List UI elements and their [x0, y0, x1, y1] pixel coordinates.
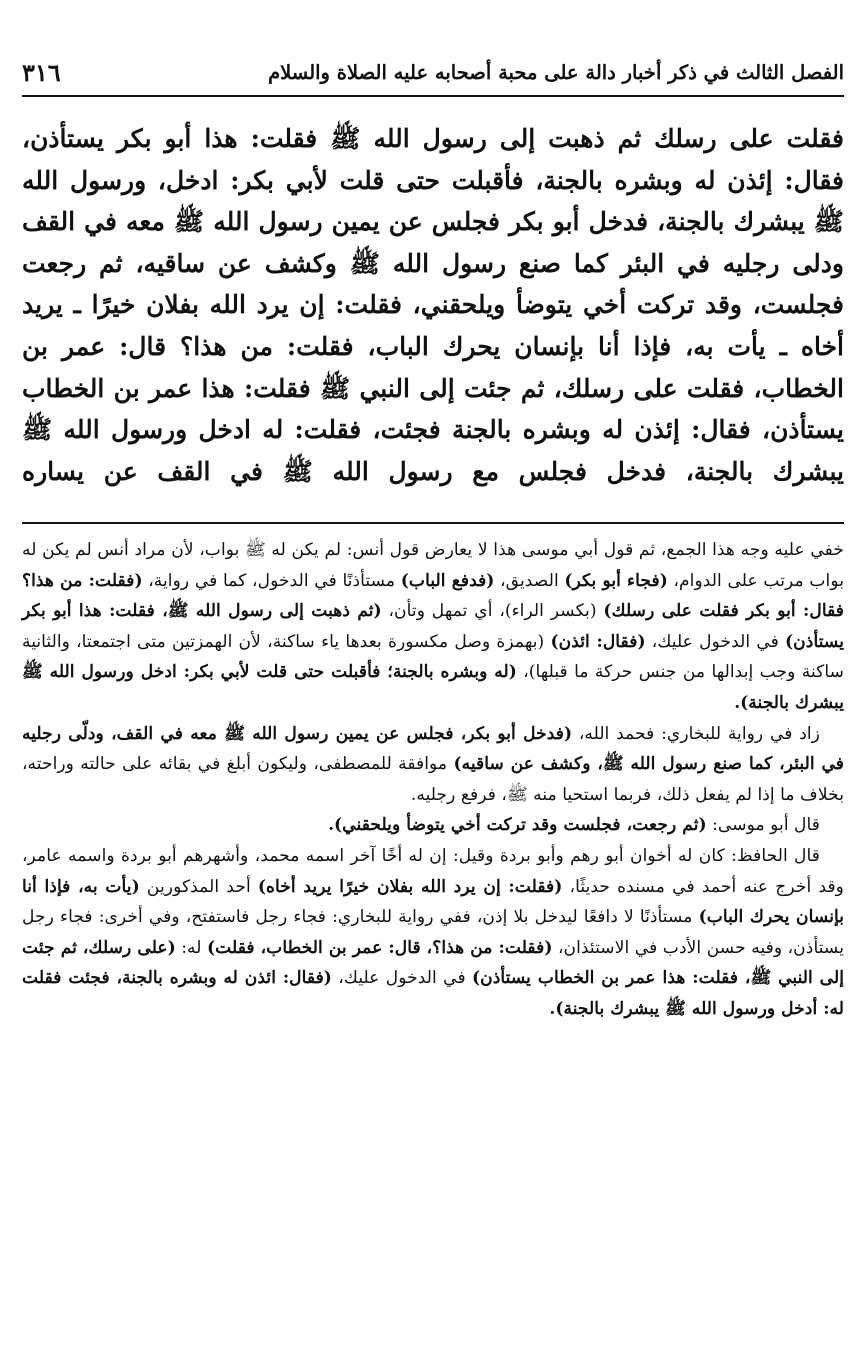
footnote-text: أحد المذكورين — [139, 876, 258, 897]
footnote-divider — [22, 522, 844, 524]
footnote-text: في الدخول عليك، — [331, 968, 473, 989]
footnote-paragraph-3 — [22, 810, 844, 841]
quoted-hadith: (فقال: ائذن له وبشره بالجنة، فجئت فقلت له: أدخل ورسول الله ﷺ يبشرك بالجنة). — [22, 968, 844, 1019]
footnotes — [22, 535, 844, 1025]
footnote-text: في الدخول عليك، — [645, 631, 786, 652]
quoted-hadith: (ثم ذهبت إلى رسول الله ﷺ، فقلت: هذا أبو بكر يستأذن) — [22, 601, 844, 652]
footnote-paragraph-1 — [22, 535, 844, 719]
footnote-text: موافقة للمصطفى، وليكون أبلغ في بقائه على حالته وراحته، بخلاف ما إذا لم يفعل ذلك، فربما استحيا منه ﷺ، فرفع رجليه. — [22, 754, 844, 805]
quoted-hadith: (ثم رجعت، فجلست وقد تركت أخي يتوضأ ويلحقني). — [328, 815, 707, 836]
quoted-hadith: (على رسلك، ثم جئت إلى النبي ﷺ، فقلت: هذا عمر بن الخطاب يستأذن) — [22, 937, 844, 989]
footnote-paragraph-4 — [22, 841, 844, 1025]
footnote-text: (بهمزة وصل مكسورة بعدها ياء ساكنة، لأن الهمزتين متى اجتمعتا، والثانية ساكنة وجب إبدالها من جنس حركة ما قبلها)، — [22, 631, 844, 683]
footnote-paragraph-2 — [22, 719, 844, 811]
footnote-text: زاد في رواية للبخاري: فحمد الله، — [572, 723, 820, 744]
footnote-text: خفي عليه وجه هذا الجمع، ثم قول أبي موسى هذا لا يعارض قول أنس: لم يكن له ﷺ بواب، لأن مراد أنس لم يكن له بواب مرتب على الدوام، — [22, 540, 844, 591]
quoted-hadith: (فجاء أبو بكر) — [564, 570, 668, 591]
quoted-hadith: (يأت به، فإذا أنا بإنسان يحرك الباب) — [22, 876, 844, 928]
header-divider — [22, 95, 844, 97]
page-header — [22, 52, 844, 92]
page-number: ٣١٦ — [22, 57, 61, 87]
quoted-hadith: (فدفع الباب) — [400, 570, 495, 591]
footnote-text: الصديق، — [494, 570, 565, 591]
quoted-hadith: (فقال: ائذن) — [550, 631, 646, 652]
quoted-hadith: (فقلت: من هذا؟ فقال: أبو بكر فقلت على رسلك) — [22, 570, 844, 622]
main-paragraph: فقلت على رسلك ثم ذهبت إلى رسول الله ﷺ فقلت: هذا أبو بكر يستأذن، فقال: إئذن له وبشره بالجنة، فأقبلت حتى قلت لأبي بكر: ادخل، ورسول الله ﷺ يبشرك بالجنة، فدخل أبو بكر فجلس عن يمين رسول الله ﷺ معه في القف ودلى رجليه في البئر كما صنع رسول الله ﷺ وكشف عن ساقيه، ثم رجعت فجلست، وقد تركت أخي يتوضأ ويلحقني، فقلت: إن يرد الله بفلان خيرًا ـ يريد أخاه ـ يأت به، فإذا أنا بإنسان يحرك الباب، فقلت: من هذا؟ قال: عمر بن الخطاب، فقلت على رسلك، ثم جئت إلى النبي ﷺ فقلت: هذا عمر بن الخطاب يستأذن، فقال: إئذن له وبشره بالجنة فجئت، فقلت: له ادخل ورسول الله ﷺ يبشرك بالجنة، فدخل فجلس مع رسول الله ﷺ في القف عن يساره — [22, 124, 844, 486]
quoted-hadith: (فقلت: من هذا؟، قال: عمر بن الخطاب، فقلت) — [207, 937, 553, 958]
footnote-text: مستأذنًا لا دافعًا ليدخل بلا إذن، ففي رواية للبخاري: فجاء رجل فاستفتح، وفي أخرى: فجاء رجل يستأذن، وفيه حسن الأدب في الاستئذان، — [22, 907, 844, 958]
footnote-text: مستأذنًا في الدخول، كما في رواية، — [142, 570, 401, 591]
footnote-text: (بكسر الراء)، أي تمهل وتأن، — [381, 601, 604, 622]
footnote-text: له: — [175, 937, 208, 958]
footnote-text: قال أبو موسى: — [706, 815, 820, 836]
quoted-hadith: (فدخل أبو بكر، فجلس عن يمين رسول الله ﷺ معه في القف، ودلّى رجليه في البئر، كما صنع رسول الله ﷺ، وكشف عن ساقيه) — [22, 723, 844, 775]
chapter-title: الفصل الثالث في ذكر أخبار دالة على محبة أصحابه عليه الصلاة والسلام — [268, 60, 844, 84]
main-text — [22, 118, 844, 492]
book-page — [22, 0, 844, 1359]
footnote-text: قال الحافظ: كان له أخوان أبو رهم وأبو بردة وقيل: إن له أخًا آخر اسمه محمد، وأشهرهم أبو بردة واسمه عامر، وقد أخرج عنه أحمد في مسنده حديثًا، — [22, 845, 844, 897]
quoted-hadith: (له وبشره بالجنة؛ فأقبلت حتى قلت لأبي بكر: ادخل ورسول الله ﷺ يبشرك بالجنة). — [22, 662, 844, 713]
quoted-hadith: (فقلت: إن يرد الله بفلان خيرًا يريد أخاه) — [257, 876, 563, 897]
